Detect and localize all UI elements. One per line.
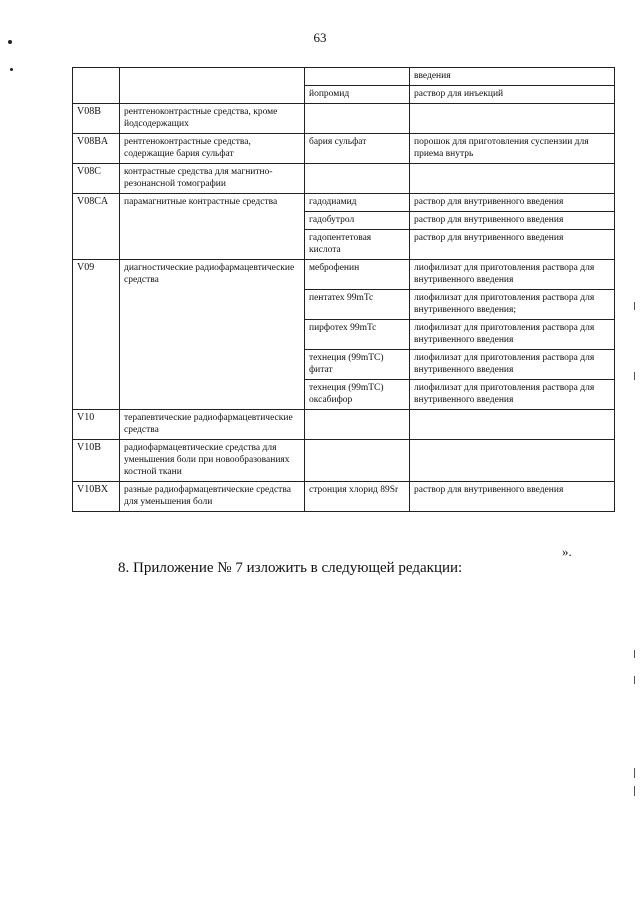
dosage-form-cell: раствор для внутривенного введения: [410, 212, 615, 230]
scan-speck: [8, 40, 12, 44]
drug-name-cell: [305, 410, 410, 440]
closing-quote: ».: [562, 544, 572, 559]
dosage-form-cell: лиофилизат для приготовления раствора для внутривенного введения: [410, 380, 615, 410]
atc-code-cell: V08CA: [73, 194, 120, 260]
table-row: [73, 194, 615, 212]
drug-name-cell: пентатех 99mTc: [305, 290, 410, 320]
atc-code-cell: V09: [73, 260, 120, 410]
scan-edge-mark: [634, 650, 635, 658]
table-row: [73, 104, 615, 134]
dosage-form-cell: лиофилизат для приготовления раствора для внутривенного введения: [410, 260, 615, 290]
dosage-form-cell: раствор для инъекций: [410, 86, 615, 104]
table-row: [73, 440, 615, 482]
group-name-cell: рентгеноконтрастные средства, кроме йодсодержащих: [120, 104, 305, 134]
drug-name-cell: гадодиамид: [305, 194, 410, 212]
drug-table: [72, 67, 615, 512]
table-row: [73, 68, 615, 86]
scan-edge-mark: [634, 372, 635, 380]
drug-name-cell: [305, 104, 410, 134]
atc-code-cell: V08B: [73, 104, 120, 134]
dosage-form-cell: введения: [410, 68, 615, 86]
dosage-form-cell: раствор для внутривенного введения: [410, 230, 615, 260]
atc-code-cell: [73, 68, 120, 104]
drug-name-cell: пирфотех 99mTc: [305, 320, 410, 350]
drug-name-cell: [305, 68, 410, 86]
atc-code-cell: V08C: [73, 164, 120, 194]
dosage-form-cell: [410, 104, 615, 134]
dosage-form-cell: [410, 410, 615, 440]
scan-edge-mark: [634, 676, 635, 684]
dosage-form-cell: лиофилизат для приготовления раствора для внутривенного введения: [410, 350, 615, 380]
drug-name-cell: меброфенин: [305, 260, 410, 290]
drug-name-cell: технеция (99mTC) фитат: [305, 350, 410, 380]
drug-name-cell: [305, 164, 410, 194]
dosage-form-cell: [410, 440, 615, 482]
group-name-cell: [120, 68, 305, 104]
dosage-form-cell: [410, 164, 615, 194]
atc-code-cell: V08BA: [73, 134, 120, 164]
scan-speck: [10, 68, 13, 71]
group-name-cell: рентгеноконтрастные средства, содержащие бария сульфат: [120, 134, 305, 164]
scan-edge-mark: [634, 768, 635, 778]
dosage-form-cell: раствор для внутривенного введения: [410, 482, 615, 512]
table-body: [73, 68, 615, 512]
drug-name-cell: йопромид: [305, 86, 410, 104]
amendment-note: 8. Приложение № 7 изложить в следующей редакции:: [118, 560, 463, 576]
table-row: [73, 134, 615, 164]
scan-edge-mark: [634, 302, 635, 310]
page-number: 63: [313, 30, 327, 45]
table-row: [73, 410, 615, 440]
drug-name-cell: [305, 440, 410, 482]
atc-code-cell: V10B: [73, 440, 120, 482]
group-name-cell: диагностические радиофармацевтические средства: [120, 260, 305, 410]
group-name-cell: парамагнитные контрастные средства: [120, 194, 305, 260]
dosage-form-cell: лиофилизат для приготовления раствора для внутривенного введения;: [410, 290, 615, 320]
table-row: [73, 164, 615, 194]
dosage-form-cell: раствор для внутривенного введения: [410, 194, 615, 212]
group-name-cell: разные радиофармацевтические средства для уменьшения боли: [120, 482, 305, 512]
group-name-cell: радиофармацевтические средства для уменьшения боли при новообразованиях костной ткани: [120, 440, 305, 482]
drug-name-cell: гадопентетовая кислота: [305, 230, 410, 260]
dosage-form-cell: лиофилизат для приготовления раствора для внутривенного введения: [410, 320, 615, 350]
drug-name-cell: бария сульфат: [305, 134, 410, 164]
group-name-cell: контрастные средства для магнитно-резонансной томографии: [120, 164, 305, 194]
atc-code-cell: V10: [73, 410, 120, 440]
dosage-form-cell: порошок для приготовления суспензии для приема внутрь: [410, 134, 615, 164]
drug-name-cell: гадобутрол: [305, 212, 410, 230]
atc-code-cell: V10BX: [73, 482, 120, 512]
group-name-cell: терапевтические радиофармацевтические средства: [120, 410, 305, 440]
table-row: [73, 260, 615, 290]
table-row: [73, 482, 615, 512]
drug-name-cell: стронция хлорид 89Sr: [305, 482, 410, 512]
scan-edge-mark: [634, 786, 635, 796]
drug-name-cell: технеция (99mTC) оксабифор: [305, 380, 410, 410]
